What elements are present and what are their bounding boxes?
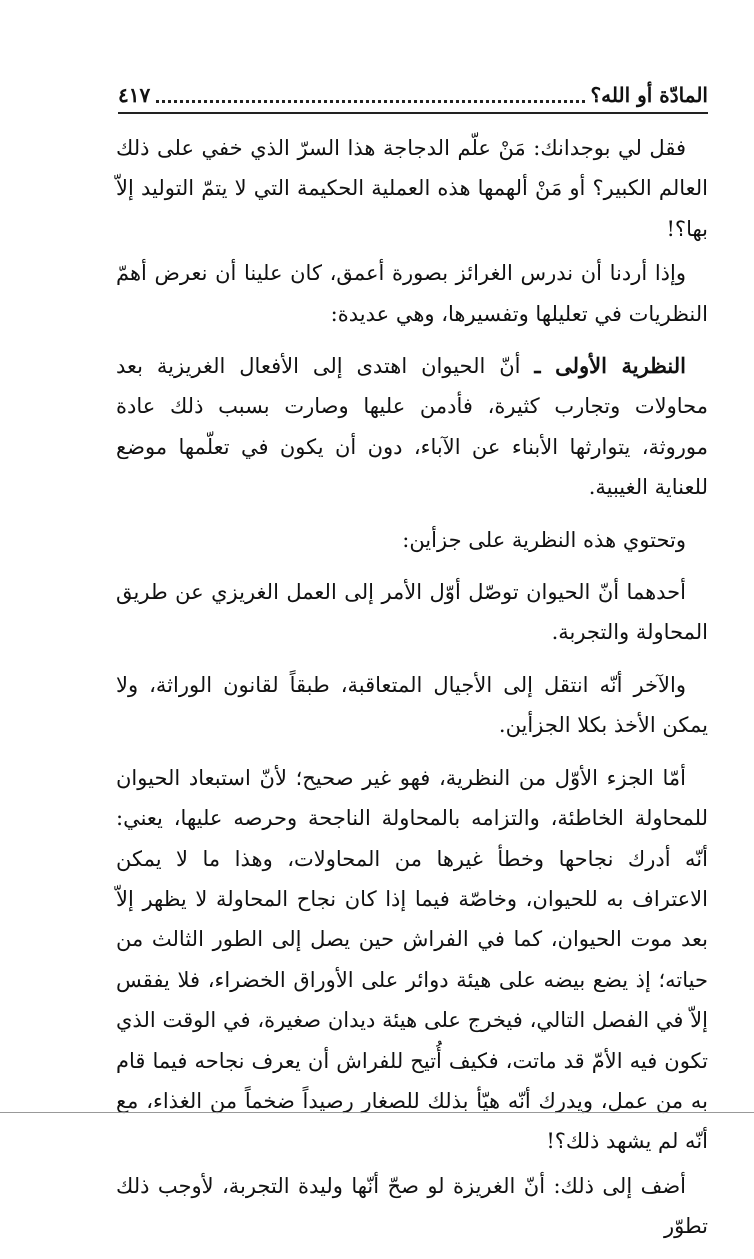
page-body [116, 128, 708, 1259]
page-number: ٤١٧ [118, 83, 151, 107]
paragraph: وإذا أردنا أن ندرس الغرائز بصورة أعمق، كان علينا أن نعرض أهمّ النظريات في تعليلها وتفسيرها، وهي عديدة: [116, 261, 708, 326]
paragraph: وتحتوي هذه النظرية على جزأين: [402, 527, 686, 552]
paragraph: أمّا الجزء الأوّل من النظرية، فهو غير صحيح؛ لأنّ استبعاد الحيوان للمحاولة الخاطئة، والتزامه بالمحاولة الناجحة وحرصه عليها، يعني: أنّه أدرك نجاحها وخطأ غيرها من المحاولات، وهذا ما لا يمكن الاعتراف به للحيوان، وخاصّة فيما إذا كان نجاح المحاولة لا يظهر إلاّ بعد موت الحيوان، كما في الفراش حين يصل إلى الطور الثالث من حياته؛ إذ يضع بيضه على هيئة دوائر على الأوراق الخضراء، فلا يفقس إلاّ في الفصل التالي، فيخرج على هيئة ديدان صغيرة، في الوقت الذي تكون فيه الأمّ قد ماتت، فكيف أُتيح للفراش أن يعرف نجاحه فيما قام به من عمل، ويدرك أنّه هيّأ بذلك للصغار رصيداً ضخماً من الغذاء، مع أنّه لم يشهد ذلك؟! [116, 765, 708, 1154]
paragraph: أضف إلى ذلك: أنّ الغريزة لو صحّ أنّها وليدة التجربة، لأوجب ذلك تطوّر [116, 1173, 708, 1239]
running-header [118, 70, 708, 110]
paragraph-text: أنّ الحيوان اهتدى إلى الأفعال الغريزية بعد محاولات وتجارب كثيرة، فأدمن عليها وصارت بسبب ذلك عادة موروثة، يتوارثها الأبناء عن الآباء، دون أن يكون في تعلّمها موضع للعناية الغيبية. [116, 354, 708, 500]
header-rule [118, 112, 708, 114]
paragraph [116, 346, 708, 508]
chapter-title: المادّة أو الله؟ [590, 83, 708, 107]
paragraph: والآخر أنّه انتقل إلى الأجيال المتعاقبة، طبقاً لقانون الوراثة، ولا يمكن الأخذ بكلا الجزأين. [116, 672, 708, 738]
paragraph: فقل لي بوجدانك: مَنْ علّم الدجاجة هذا السرّ الذي خفي على ذلك العالم الكبير؟ أو مَنْ ألهمها هذه العملية الحكيمة التي لا يتمّ التوليد إلاّ بها؟! [116, 136, 708, 241]
dotted-leader [156, 100, 584, 103]
bottom-edge-rule [0, 1112, 754, 1113]
theory-label: النظرية الأولى ـ [534, 353, 686, 379]
paragraph: أحدهما أنّ الحيوان توصّل أوّل الأمر إلى العمل الغريزي عن طريق المحاولة والتجربة. [116, 580, 708, 645]
